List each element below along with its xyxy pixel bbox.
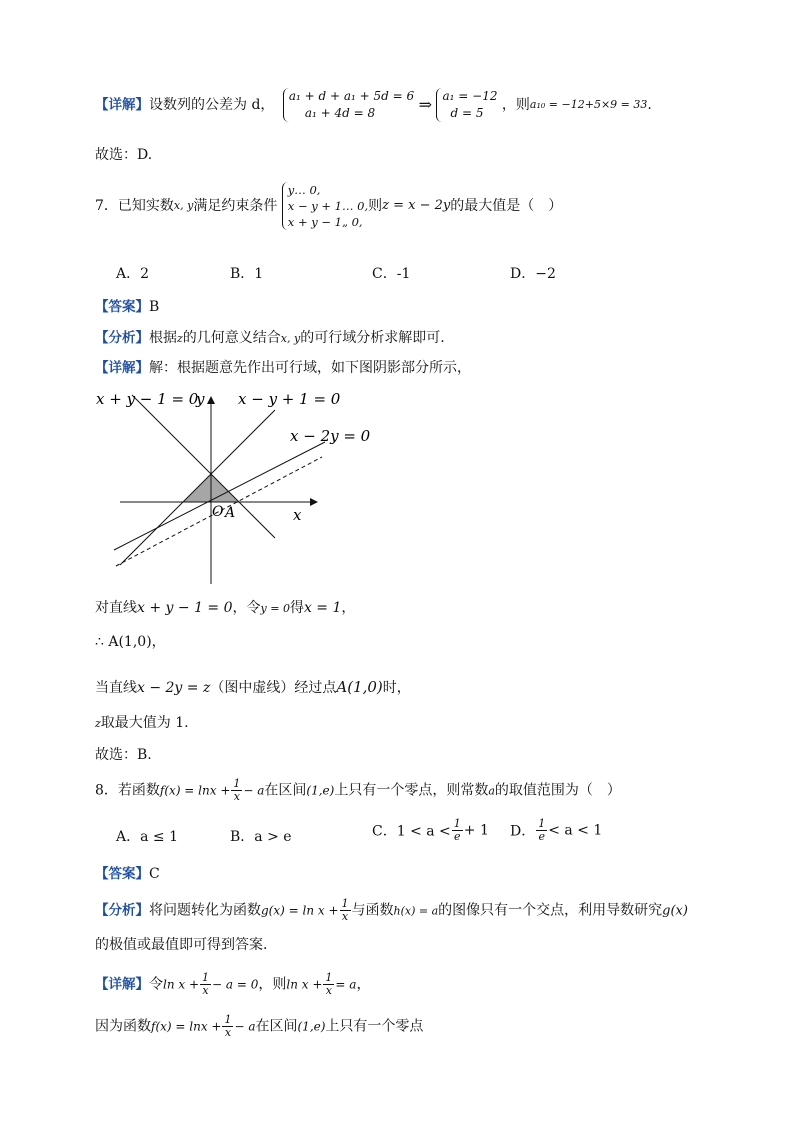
q8-d2-num: 1	[224, 1013, 232, 1026]
detail-tag: 【详解】	[95, 360, 149, 376]
line-x-plus-y-minus-1	[132, 395, 275, 538]
line-x-minus-2y	[114, 442, 325, 550]
q7-constraint-2: x − y + 1… 0,	[287, 199, 369, 213]
q6-sol2: d = 5	[450, 106, 484, 120]
detail-tag: 【详解】	[95, 97, 149, 113]
q7-step1-eq: x + y − 1 = 0	[137, 600, 233, 616]
label-line-1: x + y − 1 = 0	[96, 390, 199, 408]
detail-tag: 【详解】	[95, 976, 149, 993]
q8-stem-d: 的取值范围为（ ）	[494, 782, 621, 799]
q7-step3-b: （图中虚线）经过点	[210, 680, 337, 696]
q8-optd-frac	[536, 818, 547, 843]
q7-step3-a: 当直线	[95, 680, 137, 696]
q7-analysis-c: 的可行域分析求解即可.	[300, 330, 445, 346]
q7-stem-a: 7．已知实数	[95, 198, 174, 214]
q7-analysis-z: z	[177, 332, 183, 345]
q7-step3-eq: x − 2y = z	[137, 680, 211, 696]
q8-d1-num1: 1	[202, 971, 210, 984]
q8-analysis-line	[95, 898, 688, 923]
q8-d2-den: x	[224, 1026, 232, 1039]
q8-optd-post: < a < 1	[548, 822, 603, 839]
q7-step1-c: 得	[289, 600, 304, 616]
q8-frac-den: x	[233, 790, 240, 803]
q7-constraint-1: y… 0,	[287, 183, 321, 197]
q6-detail-text: 设数列的公差为 d，	[149, 97, 275, 113]
q6-period: .	[647, 97, 652, 113]
q7-stem-c: 则	[368, 198, 383, 214]
q7-step1-a: 对直线	[95, 600, 137, 616]
q7-step4-z: z	[95, 717, 101, 730]
analysis-tag: 【分析】	[95, 330, 149, 346]
q8-gx2: g(x)	[662, 903, 688, 919]
q7-answer-line	[95, 297, 159, 317]
q6-arrow: ⇒	[418, 95, 433, 114]
q8-answer-line	[95, 864, 160, 884]
q8-analysis-c: 的图像只有一个交点，利用导数研究	[438, 902, 663, 919]
q6-answer: 故选：D.	[95, 147, 153, 163]
feasible-region-figure	[90, 386, 370, 586]
q7-stem-d: 的最大值是（ ）	[450, 198, 563, 214]
q8-d1-num2: 1	[325, 971, 333, 984]
q8-a: a	[488, 784, 495, 798]
q8-option-a: A．a ≤ 1	[116, 829, 178, 845]
q7-step1	[95, 598, 355, 619]
y-axis-arrow	[207, 396, 215, 404]
q7-option-b: B．1	[230, 266, 264, 282]
q8-d1-frac2	[323, 972, 334, 997]
analysis-tag: 【分析】	[95, 902, 149, 919]
q8-hx: h(x) = a	[393, 904, 439, 918]
q6-equation-system	[283, 88, 414, 122]
q7-step1-x1: x = 1	[303, 600, 342, 616]
q8-gx-den: x	[341, 910, 349, 923]
q8-d2-b: 在区间	[255, 1018, 298, 1035]
q7-detail-line	[95, 358, 471, 378]
q8-d1-b: ，则	[258, 976, 287, 993]
q7-step3-c: 时，	[382, 680, 411, 696]
q7-step1-d: ，	[341, 600, 356, 616]
q8-optc-num: 1	[453, 817, 461, 830]
q8-d1-den2: x	[325, 984, 333, 997]
q8-d2-a: 因为函数	[95, 1018, 151, 1035]
q7-step3	[95, 677, 411, 698]
q8-analysis-line-2: 的极值或最值即可得到答案.	[95, 937, 268, 953]
label-origin: O	[212, 504, 224, 520]
q8-d1-c: ，	[356, 976, 371, 993]
q8-d1-e1: ln x +	[163, 977, 200, 992]
q7-option-a: A．2	[116, 266, 150, 282]
q8-optd-pre: D．	[510, 823, 536, 840]
q7-stem-b: 满足约束条件	[193, 198, 278, 214]
q8-fx: f(x) = lnx +	[159, 783, 231, 798]
q8-option-b: B．a > e	[230, 829, 292, 845]
q8-optc-post: + 1	[463, 822, 489, 839]
q8-d1-den1: x	[202, 984, 209, 997]
q8-analysis-a: 将问题转化为函数	[149, 902, 261, 919]
q8-option-d	[510, 818, 602, 843]
q7-constraints	[282, 182, 368, 230]
q7-analysis-line	[95, 328, 445, 349]
q6-tail: ，则	[501, 97, 530, 113]
q8-analysis-b: 与函数	[351, 902, 394, 919]
label-x-axis: x	[293, 506, 302, 524]
q6-solution-system	[436, 88, 497, 122]
q7-analysis-b: 的几何意义结合	[182, 330, 281, 346]
q7-analysis-xy: x, y	[280, 332, 301, 345]
q7-step1-b: ，令	[232, 600, 261, 616]
q7-step4	[95, 713, 189, 734]
q7-step4: 取最大值为 1.	[100, 715, 189, 731]
q8-d2-fx: f(x) = lnx +	[151, 1019, 222, 1034]
q8-d2-frac	[222, 1014, 233, 1039]
label-line-2: x − y + 1 = 0	[238, 390, 341, 408]
q6-sol1: a₁ = −12	[442, 89, 498, 103]
q7-step2: ∴ A(1,0)，	[95, 634, 166, 650]
q8-d1-e2-tail: = a	[335, 977, 357, 992]
label-y-axis: y	[196, 390, 205, 408]
q8-fraction	[231, 778, 242, 803]
q8-stem-c: 上只有一个零点，则常数	[334, 782, 489, 799]
q6-eq1: a₁ + d + a₁ + 5d = 6	[288, 89, 415, 103]
q8-d2-tail: − a	[234, 1019, 256, 1034]
q8-fx-tail: − a	[243, 783, 265, 798]
q8-optc-frac	[452, 818, 463, 843]
q8-detail-line	[95, 972, 370, 997]
q8-gx-num: 1	[341, 897, 349, 910]
q8-d1-e1-tail: − a = 0	[212, 977, 259, 992]
q8-frac-num: 1	[233, 777, 241, 790]
q8-stem-b: 在区间	[264, 782, 307, 799]
label-point-a: A	[225, 505, 236, 521]
q7-objective: z = x − 2y	[382, 198, 451, 213]
q8-optd-den: e	[538, 830, 545, 843]
q8-optc-pre: C．1 < a <	[372, 823, 451, 840]
q7-constraint-3: x + y − 1„ 0,	[287, 215, 363, 229]
q8-stem	[95, 778, 621, 803]
line-x-minus-y-plus-1	[120, 410, 275, 565]
q8-gx: g(x) = ln x +	[261, 903, 339, 918]
q7-stem	[95, 182, 562, 230]
q7-step1-y0: y = 0	[260, 602, 290, 615]
q7-step3-point: A(1,0)	[336, 678, 383, 696]
q8-d1-frac1	[200, 972, 211, 997]
q8-optd-num: 1	[538, 817, 546, 830]
q7-option-d: D．−2	[510, 266, 556, 282]
q7-vars: x, y	[173, 199, 194, 212]
x-axis-arrow	[310, 498, 318, 506]
q8-option-c	[372, 818, 489, 843]
q8-answer: C	[149, 866, 160, 882]
q8-stem-a: 8．若函数	[95, 782, 160, 799]
q8-d1-a: 令	[149, 976, 163, 993]
q6-detail-line	[95, 88, 652, 122]
q8-interval: (1,e)	[306, 783, 335, 798]
q7-analysis-a: 根据	[149, 330, 177, 346]
q7-final: 故选：B.	[95, 747, 152, 763]
q6-result: a₁₀ = −12+5×9 = 33	[529, 98, 648, 111]
answer-tag: 【答案】	[95, 299, 149, 315]
q7-option-c: C．-1	[372, 266, 411, 282]
label-line-3: x − 2y = 0	[290, 427, 370, 445]
q8-gx-frac	[340, 898, 351, 923]
answer-tag: 【答案】	[95, 866, 149, 882]
q8-detail-line-2	[95, 1014, 423, 1039]
q8-optc-den: e	[454, 830, 461, 843]
q7-detail: 解：根据题意先作出可行域，如下图阴影部分所示，	[149, 360, 471, 376]
q8-d1-e2: ln x +	[286, 977, 323, 992]
q8-d2-c: 上只有一个零点	[325, 1018, 424, 1035]
q8-d2-interval: (1,e)	[297, 1019, 326, 1034]
q6-eq2: a₁ + 4d = 8	[304, 106, 376, 120]
q7-answer: B	[149, 299, 160, 315]
